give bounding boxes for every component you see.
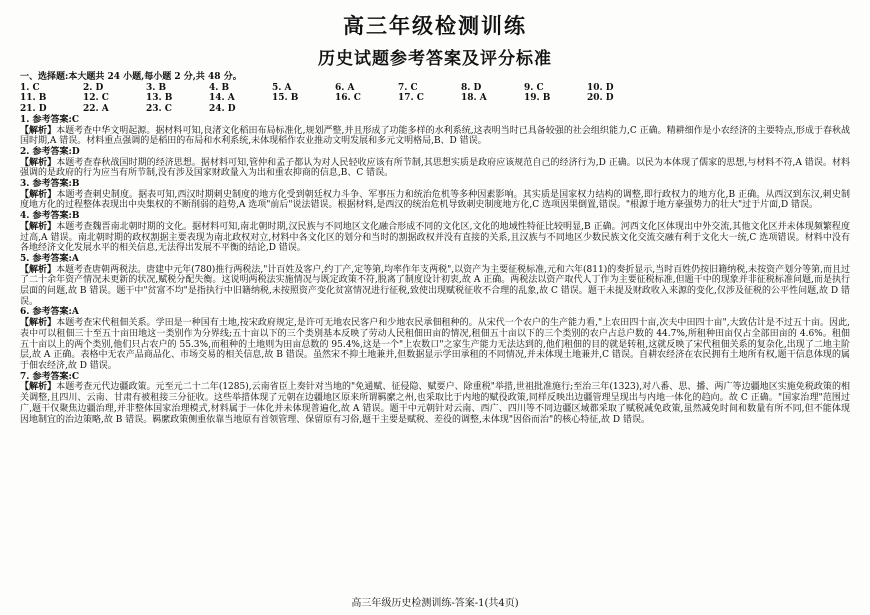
- answer-cell: 8. D: [461, 82, 482, 93]
- answer-cell: 24. D: [209, 104, 236, 115]
- analysis-paragraph: [20, 318, 850, 372]
- answer-cell: 22. A: [83, 104, 109, 115]
- answer-cell: 18. A: [461, 93, 487, 104]
- reference-answer: 1. 参考答案:C: [20, 114, 80, 125]
- document-title: 高三年级检测训练: [343, 13, 527, 38]
- answer-cell: 1. C: [20, 82, 40, 93]
- answer-cell: 19. B: [524, 93, 551, 104]
- section-heading: 一、选择题:本大题共 24 小题,每小题 2 分,共 48 分。: [20, 72, 242, 82]
- answer-key-grid: [20, 83, 850, 115]
- answer-cell: 5. A: [272, 82, 292, 93]
- answer-cell: 6. A: [335, 82, 355, 93]
- analysis-paragraph: [20, 126, 850, 147]
- analysis-paragraph: [20, 222, 850, 254]
- reference-answer: 7. 参考答案:C: [20, 371, 80, 382]
- page-footer: 高三年级历史检测训练-答案-1(共4页): [351, 598, 519, 609]
- answer-cell: 20. D: [587, 93, 614, 104]
- analysis-tag: 【解析】: [20, 125, 57, 136]
- reference-answer: 5. 参考答案:A: [20, 253, 79, 264]
- analysis-text: 本题考查刺史制度。据表可知,西汉时期刺史制度的地方化受到朝廷权力斗争、军事压力和统治危机等多种因素影响。其实质是国家权力结构的调整,即行政权力的地方化,B 正确。从西汉到东汉,刺史制度地方化的过程整体表现出中央集权的不断削弱的趋势,A 选项"前后"说法错误。根据材料,是西汉的统治危机导致刺史制度地方化,C 选项因果倒置,错误。"根源于地方豪强势力的壮大"过于片面,D 错误。: [20, 189, 850, 211]
- answer-row: [20, 83, 850, 94]
- answer-row: [20, 93, 850, 104]
- analysis-tag: 【解析】: [20, 221, 57, 232]
- answer-content: [20, 72, 850, 425]
- analysis-text: 本题考查唐朝两税法。唐建中元年(780)推行两税法,"计百姓及客户,约丁产,定等第,均率作年支两税",以资产为主要征税标准,元和六年(811)的奏折显示,当时百姓仍按旧籍纳税,未按资产划分等第,而且过了二十余年资产情况未更新的状况,赋税分配失衡。这说明两税法实施情况与既定政策不符,脱离了制度设计初衷,故 A 正确。两税法以资产取代人丁作为主要征税标准,但题干中的现象并非征税标准问题,而是执行层面的问题,故 B 错误。题干中"贫富不均"是指执行中旧籍纳税,未按照资产变化贫富情况进行征税,致使出现赋税征收不合理的乱象,故 C 错误。题干未提及财政收入来源的变化,仅涉及征税的公平性问题,故 D 错误。: [20, 264, 850, 307]
- answer-cell: 10. D: [587, 82, 614, 93]
- answer-cell: 16. C: [335, 93, 361, 104]
- analysis-paragraph: [20, 158, 850, 179]
- analysis-tag: 【解析】: [20, 189, 57, 200]
- answer-cell: 11. B: [20, 93, 47, 104]
- analysis-paragraph: [20, 265, 850, 308]
- analysis-text: 本题考查中华文明起源。据材料可知,良渚文化稻田布局标准化,规划严整,并且形成了功能多样的水利系统,这表明当时已具备较强的社会组织能力,C 正确。精耕细作是小农经济的主要特点,形成于春秋战国时期,A 错误。材料重点强调的是稻田的布局和水利系统,未体现稻作农业推动文明发展和多元文明格局,B、D 错误。: [20, 125, 850, 147]
- question-analysis-list: [20, 115, 850, 425]
- answer-cell: 12. C: [83, 93, 109, 104]
- analysis-tag: 【解析】: [20, 157, 57, 168]
- analysis-paragraph: [20, 382, 850, 425]
- reference-answer: 4. 参考答案:B: [20, 211, 80, 222]
- analysis-paragraph: [20, 190, 850, 211]
- analysis-tag: 【解析】: [20, 382, 57, 393]
- reference-answer: 6. 参考答案:A: [20, 307, 79, 318]
- answer-cell: 15. B: [272, 93, 299, 104]
- answer-cell: 4. B: [209, 82, 230, 93]
- answer-cell: 2. D: [83, 82, 104, 93]
- analysis-text: 本题考查魏晋南北朝时期的文化。据材料可知,南北朝时期,汉民族与不同地区文化融合形成不同的文化区,文化的地域性特征比较明显,B 正确。河西文化区体现出中外交流,其他文化区并未体现频繁程度过高,A 错误。南北朝时期的政权割据主要表现为南北政权对立,材料中各文化区的划分和当时的割据政权并没有直接的关系,且汉族与不同地区少数民族文化交流交融有利于文化大一统,C 选项错误。材料中没有各地经济文化发展水平的相关信息,无法得出发展不平衡的结论,D 错误。: [20, 221, 850, 254]
- analysis-tag: 【解析】: [20, 264, 57, 275]
- analysis-tag: 【解析】: [20, 318, 57, 329]
- reference-answer: 3. 参考答案:B: [20, 179, 80, 190]
- reference-answer: 2. 参考答案:D: [20, 146, 80, 157]
- answer-cell: 7. C: [398, 82, 418, 93]
- answer-cell: 9. C: [524, 82, 544, 93]
- analysis-text: 本题考查元代边疆政策。元至元二十二年(1285),云南省臣上奏针对当地的"免通赋、征侵隐、赋要户、除重税"举措,世祖批准施行;至治三年(1323),对八番、思、播、两广等边疆地区实施免税政策的相关调整,且四川、云南、甘肃有被租接三分征收。这些举措体现了元朝在边疆地区原来所谓羁縻之州,也采取比于内地的赋役政策,同样反映出边疆管理呈现出与内地一体化的趋向。故 C 正确。"国家治理"范围过广,题干仅聚焦边疆治理,并非整体国家治理模式,材料属于一体化并未体现普遍化,故 A 错误。题干中元朝针对云南、西广、四川等不同边疆区域都采取了赋税减免政策,虽然减免时间和数量有所不同,但不能体现因地制宜的治边策略,故 B 错误。羁縻政策侧重依靠当地原有首领管理、保留原有习俗,题干主要是赋税、差役的调整,未体现"因俗而治"的核心特征,故 D 错误。: [20, 382, 850, 425]
- answer-row: [20, 104, 850, 115]
- document-subtitle: 历史试题参考答案及评分标准: [318, 49, 552, 69]
- answer-cell: 14. A: [209, 93, 235, 104]
- analysis-text: 本题考查春秋战国时期的经济思想。据材料可知,管仲和孟子都认为对人民轻收应该有所节制,其思想实质是政府应该规范自己的经济行为,D 正确。以民为本体现了儒家的思想,与材料不符,A 错误。材料强调的是政府的行为应当有所节制,没有涉及国家财政量入为出和重农抑商的信息,B、C 错误。: [20, 157, 850, 179]
- answer-cell: 3. B: [146, 82, 167, 93]
- answer-cell: 17. C: [398, 93, 424, 104]
- analysis-text: 本题考查宋代租佃关系。学田是一种国有土地,按宋政府规定,是许可无地农民客户和少地农民承佃租种的。从宋代一个农户的生产能力看,"上农田四十亩,次夫中田四十亩",大致估计是不过五十亩。因此,表中可以租佃三十至五十亩田地这一类别作为分界线;五十亩以下的三个类别基本反映了劳动人民租佃田亩的情况,租佃五十亩以下的三个类别的农户占总户数的 44.7%,所租种田亩仅占全部田亩的 4.6%。租佃五十亩以上的两个类别,他们只占农户的 55.3%,而租种的土地则为田亩总数的 95.4%,这是一个"上农数口"之家生产能力无法达到的,他们租佃的目的就是转租,这就反映了宋代租佃关系的复杂化,出现了二地主阶层,故 A 正确。表格中无农产品商品化、市场交易的相关信息,故 B 错误。虽然宋不抑土地兼并,但数据显示学田承租的不同情况,并未体现土地兼并,C 错误。自耕农经济在农民拥有土地所有权,题干信息体现的属于佃农经济,故 D 错误。: [20, 318, 850, 371]
- answer-cell: 23. C: [146, 104, 172, 115]
- answer-cell: 13. B: [146, 93, 173, 104]
- answer-cell: 21. D: [20, 104, 47, 115]
